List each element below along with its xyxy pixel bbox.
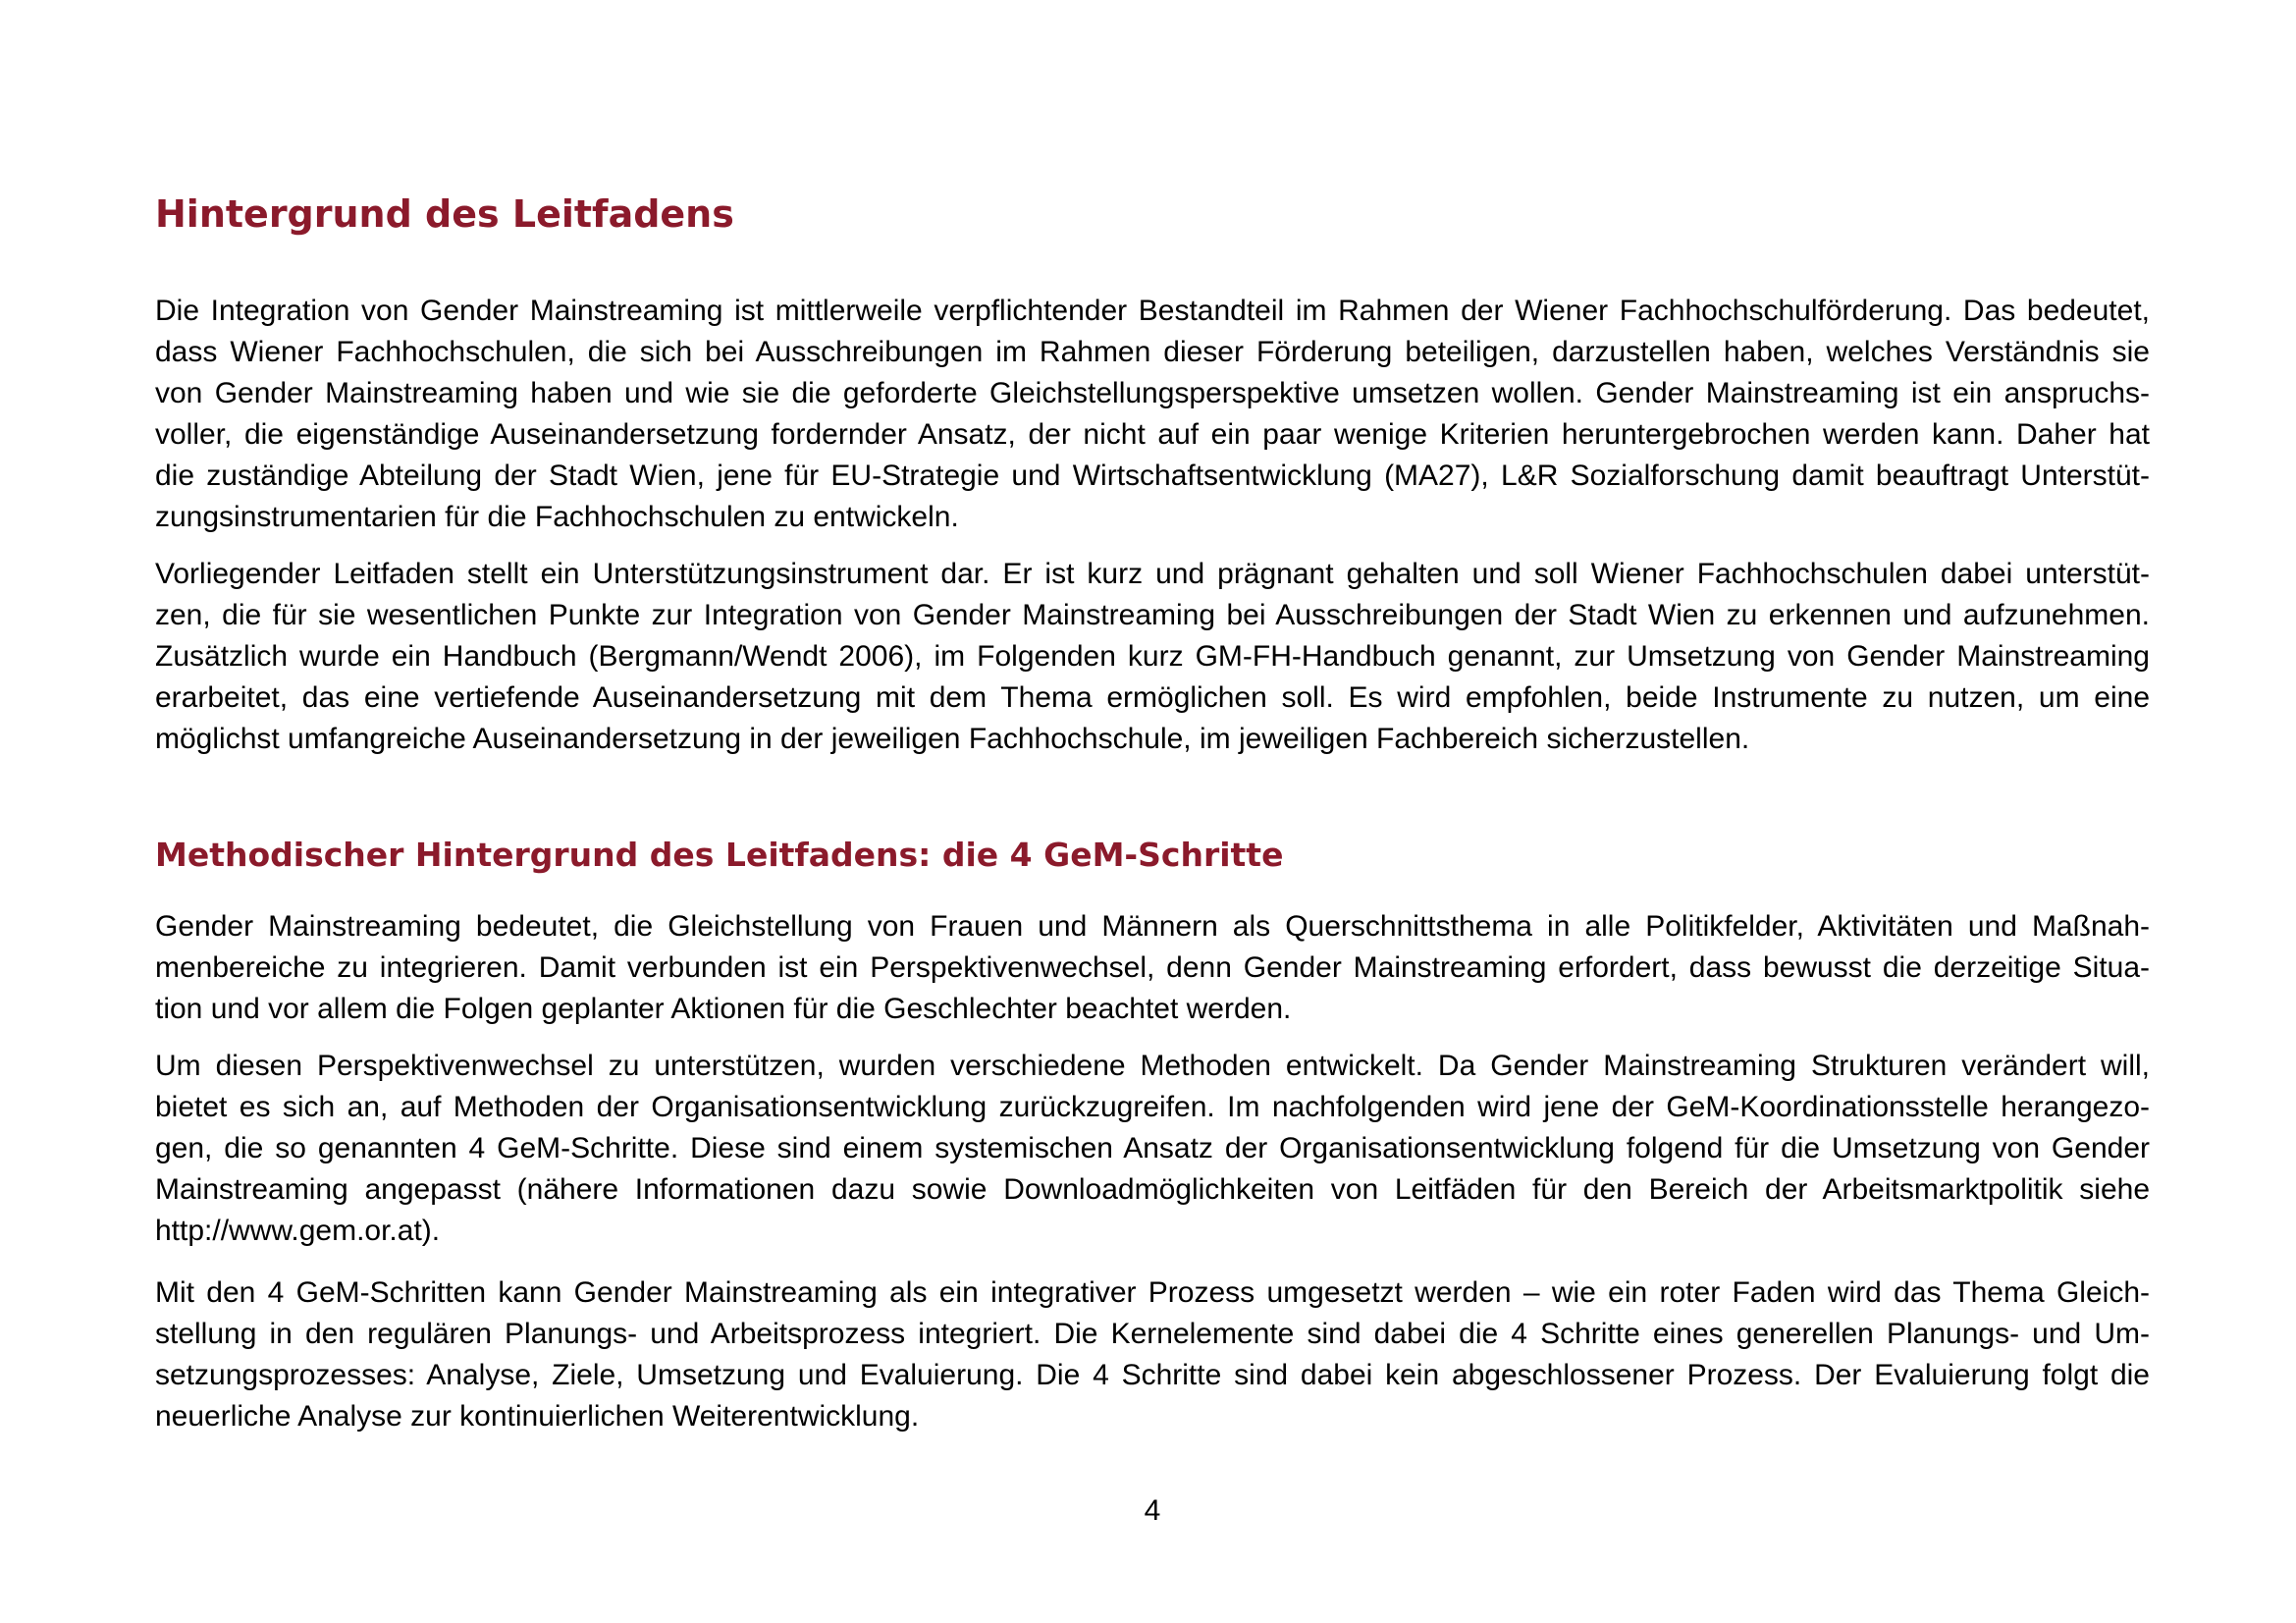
text-line: neuerliche Analyse zur kontinuierlichen Weiterentwicklung.: [155, 1400, 920, 1433]
text-line: die zuständige Abteilung der Stadt Wien, jene für EU-Strategie und Wirtschaftsentwicklung (MA27), L&R Sozialforschung damit beauftragt Unterstüt-: [155, 460, 2150, 492]
text-line: von Gender Mainstreaming haben und wie sie die geforderte Gleichstellungsperspektive umsetzen wollen. Gender Mainstreaming ist ein anspruchs-: [155, 377, 2150, 409]
section-heading-methodischer-hintergrund: Methodischer Hintergrund des Leitfadens: die 4 GeM-Schritte: [155, 836, 1284, 874]
text-line: Vorliegender Leitfaden stellt ein Unterstützungsinstrument dar. Er ist kurz und prägnant gehalten und soll Wiener Fachhochschulen dabei unterstüt-: [155, 558, 2150, 590]
text-line: zen, die für sie wesentlichen Punkte zur Integration von Gender Mainstreaming bei Ausschreibungen der Stadt Wien zu erkennen und aufzunehmen.: [155, 599, 2150, 631]
text-line: stellung in den regulären Planungs- und Arbeitsprozess integriert. Die Kernelemente sind dabei die 4 Schritte eines generellen Planungs- und Um-: [155, 1318, 2150, 1350]
text-line: tion und vor allem die Folgen geplanter Aktionen für die Geschlechter beachtet werden.: [155, 993, 1292, 1025]
section-heading-hintergrund: Hintergrund des Leitfadens: [155, 192, 734, 236]
text-line: möglichst umfangreiche Auseinandersetzung in der jeweiligen Fachhochschule, im jeweiligen Fachbereich sicherzustellen.: [155, 723, 1750, 755]
text-line: http://www.gem.or.at).: [155, 1215, 441, 1247]
paragraph-gender-mainstreaming: [155, 906, 2150, 1030]
text-line: Zusätzlich wurde ein Handbuch (Bergmann/Wendt 2006), im Folgenden kurz GM-FH-Handbuch genannt, zur Umsetzung von Gender Mainstreaming: [155, 640, 2150, 673]
text-line: dass Wiener Fachhochschulen, die sich bei Ausschreibungen im Rahmen dieser Förderung beteiligen, darzustellen haben, welches Verständnis sie: [155, 336, 2150, 368]
text-line: bietet es sich an, auf Methoden der Organisationsentwicklung zurückzugreifen. Im nachfolgenden wird jene der GeM-Koordinationsstelle herangezo-: [155, 1091, 2150, 1123]
text-line: menbereiche zu integrieren. Damit verbunden ist ein Perspektivenwechsel, denn Gender Mainstreaming erfordert, dass bewusst die derzeitige Situa-: [155, 951, 2150, 984]
paragraph-perspektivenwechsel: [155, 1046, 2150, 1252]
text-line: Mit den 4 GeM-Schritten kann Gender Mainstreaming als ein integrativer Prozess umgesetzt werden – wie ein roter Faden wird das Thema Gleich-: [155, 1276, 2150, 1309]
text-line: zungsinstrumentarien für die Fachhochschulen zu entwickeln.: [155, 501, 959, 533]
text-line: voller, die eigenständige Auseinandersetzung fordernder Ansatz, der nicht auf ein paar wenige Kriterien heruntergebrochen werden kann. Daher hat: [155, 418, 2150, 451]
text-line: Um diesen Perspektivenwechsel zu unterstützen, wurden verschiedene Methoden entwickelt. Da Gender Mainstreaming Strukturen verändert will,: [155, 1050, 2150, 1082]
paragraph-integration: [155, 291, 2150, 538]
page-number: 4: [1144, 1494, 1161, 1527]
paragraph-gem-schritte: [155, 1272, 2150, 1437]
document-page: [155, 0, 2150, 1623]
paragraph-leitfaden: [155, 554, 2150, 760]
text-line: Mainstreaming angepasst (nähere Informationen dazu sowie Downloadmöglichkeiten von Leitfäden für den Bereich der Arbeitsmarktpolitik siehe: [155, 1173, 2150, 1206]
text-line: gen, die so genannten 4 GeM-Schritte. Diese sind einem systemischen Ansatz der Organisationsentwicklung folgend für die Umsetzung von Gender: [155, 1132, 2150, 1164]
text-line: Die Integration von Gender Mainstreaming ist mittlerweile verpflichtender Bestandteil im Rahmen der Wiener Fachhochschulförderung. Das bedeutet,: [155, 295, 2150, 327]
text-line: erarbeitet, das eine vertiefende Auseinandersetzung mit dem Thema ermöglichen soll. Es wird empfohlen, beide Instrumente zu nutzen, um eine: [155, 681, 2150, 714]
text-line: setzungsprozesses: Analyse, Ziele, Umsetzung und Evaluierung. Die 4 Schritte sind dabei kein abgeschlossener Prozess. Der Evaluierung folgt die: [155, 1359, 2150, 1391]
text-line: Gender Mainstreaming bedeutet, die Gleichstellung von Frauen und Männern als Querschnittsthema in alle Politikfelder, Aktivitäten und Maßnah-: [155, 910, 2150, 943]
